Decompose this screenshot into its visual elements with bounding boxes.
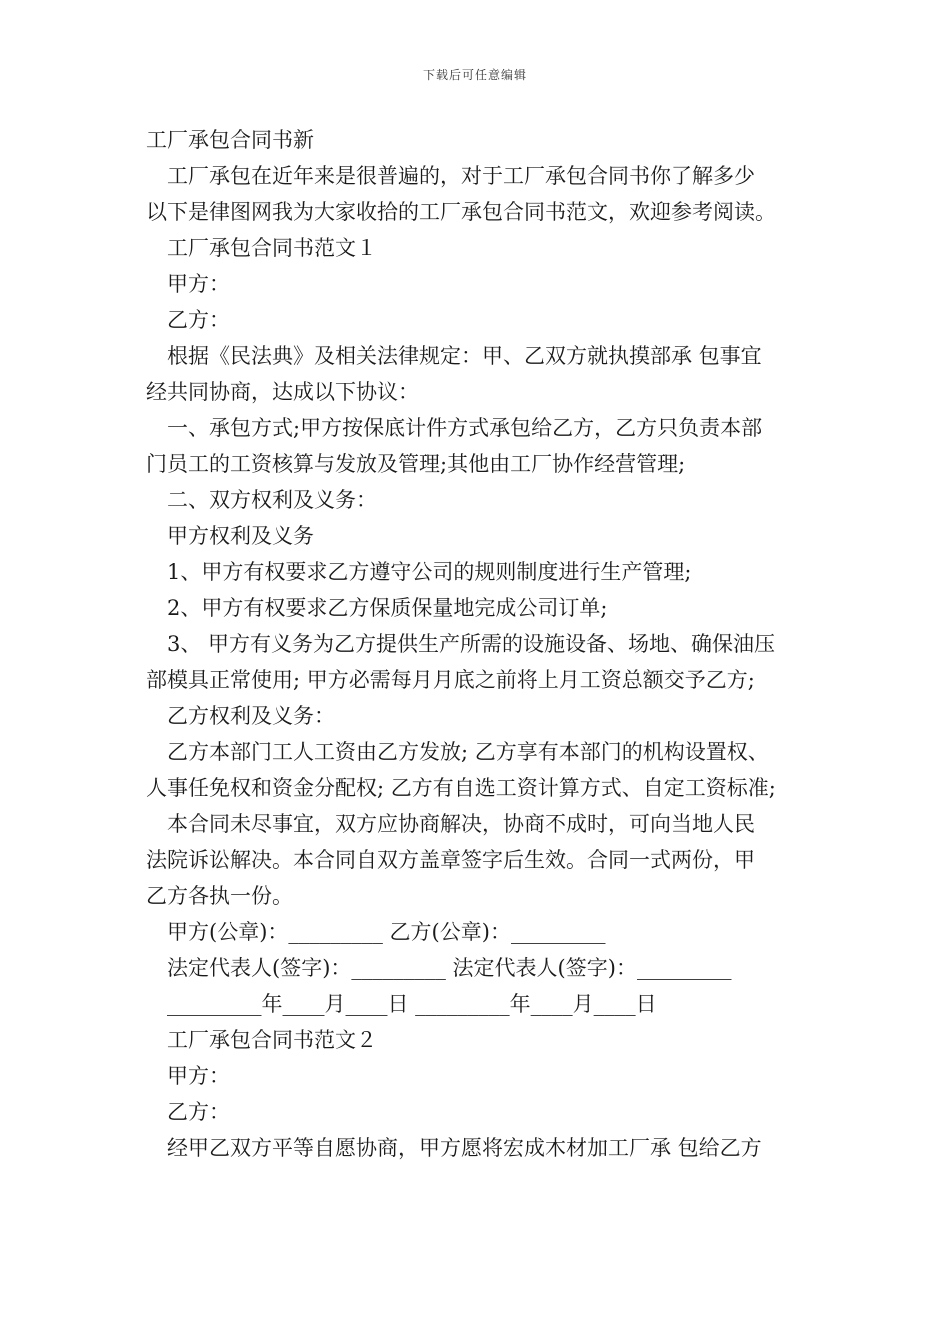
party-a-label: 甲方：: [146, 1064, 230, 1088]
section-heading: 工厂承包合同书范文１: [146, 236, 377, 260]
document-title: 工厂承包合同书新: [146, 128, 314, 152]
paragraph-line: 经共同协商，达成以下协议：: [146, 380, 419, 404]
paragraph-line: 乙方本部门工人工资由乙方发放; 乙方享有本部门的机构设置权、: [146, 740, 769, 764]
clause-heading: 乙方权利及义务：: [146, 704, 335, 728]
page-header: 下载后可任意编辑: [422, 68, 527, 82]
list-item: 3、 甲方有义务为乙方提供生产所需的设施设备、场地、确保油压: [146, 632, 776, 656]
paragraph-line: 工厂承包在近年来是很普遍的，对于工厂承包合同书你了解多少: [146, 164, 755, 188]
party-b-label: 乙方：: [146, 308, 230, 332]
paragraph-line: 人事任免权和资金分配权; 乙方有自选工资计算方式、自定工资标准;: [146, 776, 776, 800]
paragraph-line: 门员工的工资核算与发放及管理;其他由工厂协作经营管理;: [146, 452, 686, 476]
signature-date-line: _________年____月____日 _________年____月____日: [146, 992, 657, 1016]
clause-heading: 二、双方权利及义务：: [146, 488, 377, 512]
paragraph-line: 一、承包方式;甲方按保底计件方式承包给乙方，乙方只负责本部: [146, 416, 763, 440]
list-item: 1、甲方有权要求乙方遵守公司的规则制度进行生产管理;: [146, 560, 692, 584]
paragraph-line: 根据《民法典》及相关法律规定：甲、乙双方就执摸部承 包事宜: [146, 344, 762, 368]
list-item: 2、甲方有权要求乙方保质保量地完成公司订单;: [146, 596, 608, 620]
document-body: [146, 122, 810, 1166]
paragraph-line: 法院诉讼解决。本合同自双方盖章签字后生效。合同一式两份，甲: [146, 848, 755, 872]
paragraph-line: 本合同未尽事宜，双方应协商解决，协商不成时，可向当地人民: [146, 812, 755, 836]
section-heading: 工厂承包合同书范文２: [146, 1028, 377, 1052]
party-b-label: 乙方：: [146, 1100, 230, 1124]
paragraph-line: 乙方各执一份。: [146, 884, 293, 908]
paragraph-line: 经甲乙双方平等自愿协商，甲方愿将宏成木材加工厂承 包给乙方: [146, 1136, 762, 1160]
signature-seal-line: 甲方(公章)：_________ 乙方(公章)：_________: [146, 920, 606, 944]
party-a-label: 甲方：: [146, 272, 230, 296]
signature-representative-line: 法定代表人(签字)：_________ 法定代表人(签字)：_________: [146, 956, 732, 980]
paragraph-line: 部模具正常使用; 甲方必需每月月底之前将上月工资总额交予乙方;: [146, 668, 755, 692]
clause-heading: 甲方权利及义务: [146, 524, 314, 548]
paragraph-line: 以下是律图网我为大家收拾的工厂承包合同书范文，欢迎参考阅读。: [146, 200, 776, 224]
